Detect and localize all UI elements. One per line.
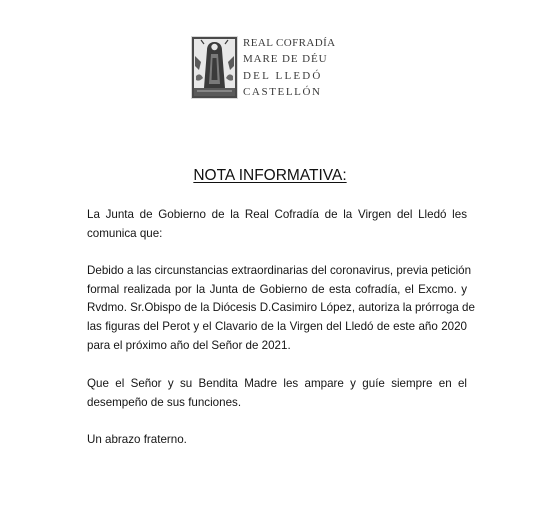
paragraph-line: para el próximo año del Señor de 2021.	[87, 338, 291, 352]
document-title: NOTA INFORMATIVA:	[193, 167, 347, 184]
logo-line-4: CASTELLÓN	[243, 85, 322, 98]
paragraph-body	[87, 262, 475, 356]
cofradia-name	[238, 36, 339, 99]
cofradia-logo	[191, 36, 339, 99]
paragraph-blessing	[87, 375, 467, 412]
paragraph-line: Que el Señor y su Bendita Madre les ampare y guíe siempre en el	[87, 377, 467, 390]
paragraph-line: Rvdmo. Sr.Obispo de la Diócesis D.Casimiro López, autoriza la prórroga de	[87, 301, 475, 315]
paragraph-announcement	[87, 206, 467, 243]
paragraph-line: Debido a las circunstancias extraordinarias del coronavirus, previa petición	[87, 264, 472, 277]
logo-line-1: REAL COFRADÍA	[243, 37, 336, 49]
logo-line-3: DEL LLEDÓ	[243, 69, 323, 82]
paragraph-closing	[87, 431, 467, 450]
paragraph-line: las figuras del Perot y el Clavario de la Virgen del Lledó de este año 2020	[87, 320, 467, 334]
paragraph-line: formal realizada por la Junta de Gobierno de esta cofradía, el Excmo. y	[87, 282, 467, 296]
virgin-image-emblem-icon	[191, 36, 238, 99]
paragraph-line: desempeño de sus funciones.	[87, 395, 242, 409]
paragraph-line: comunica que:	[87, 226, 163, 240]
paragraph-line: La Junta de Gobierno de la Real Cofradía de la Virgen del Lledó les	[87, 208, 467, 221]
logo-line-2: MARE DE DÉU	[243, 53, 328, 66]
paragraph-line: Un abrazo fraterno.	[87, 433, 187, 446]
